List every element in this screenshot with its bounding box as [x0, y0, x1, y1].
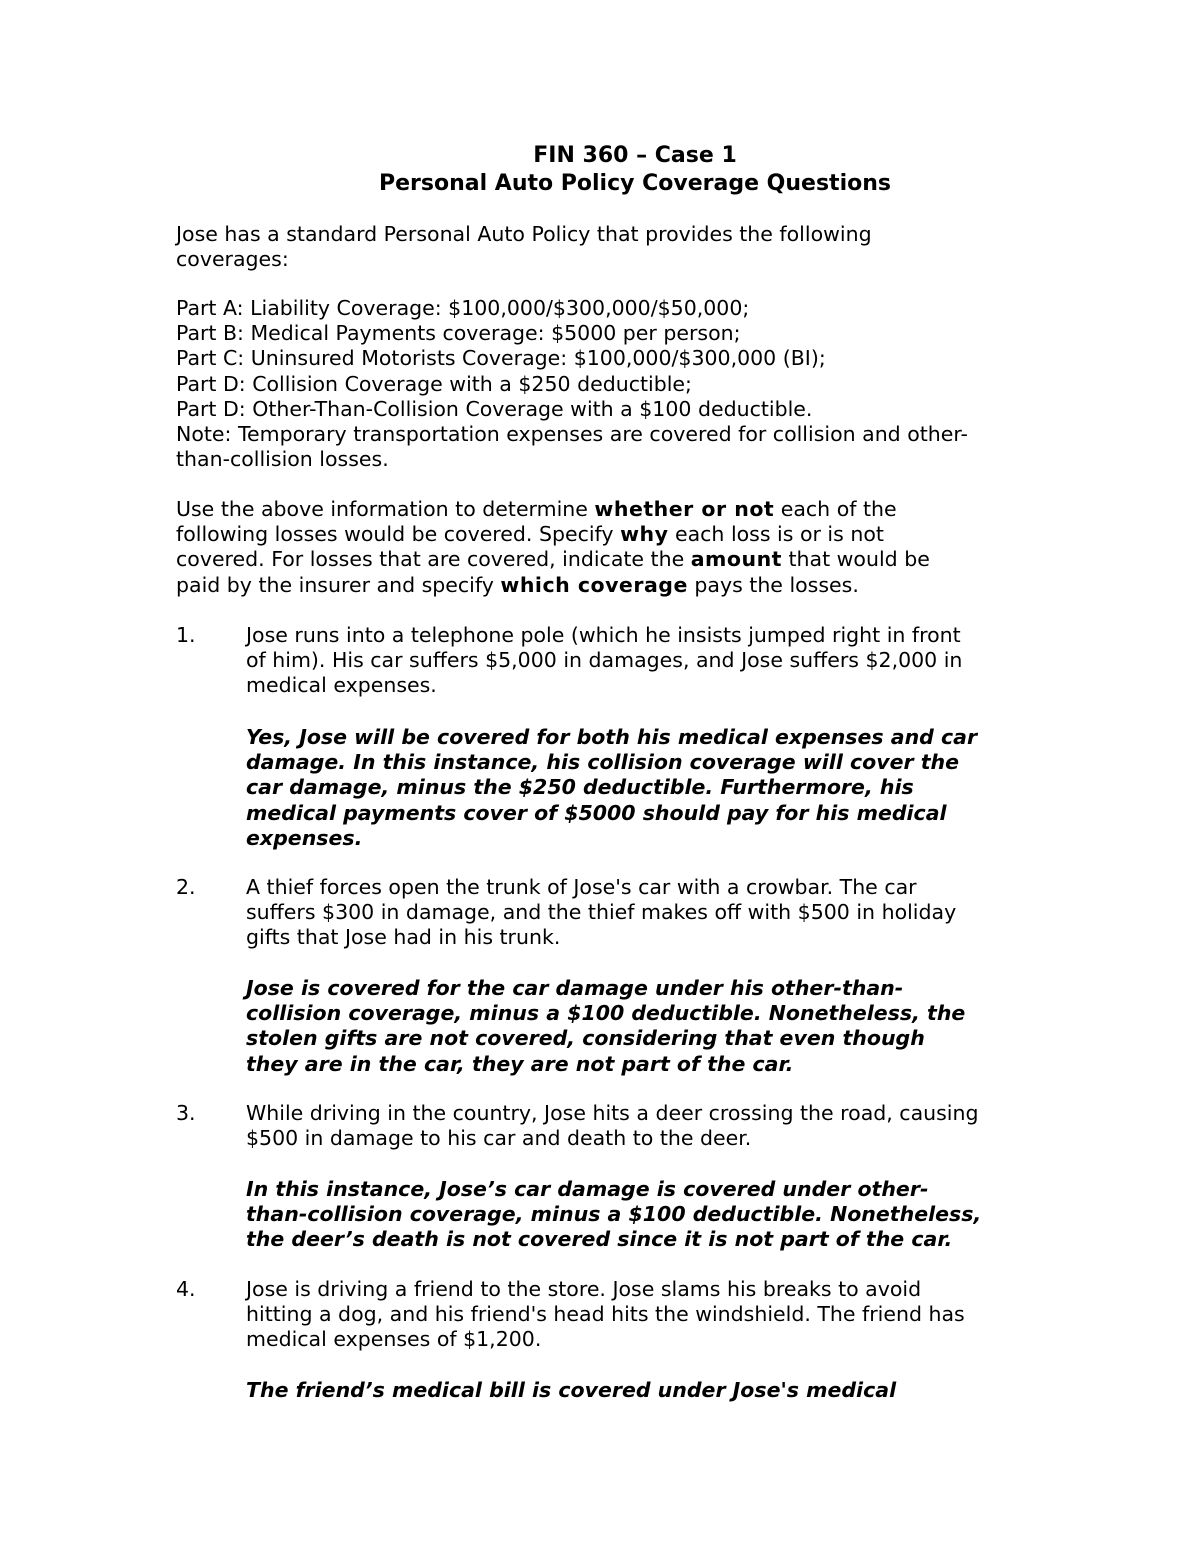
- question-4-answer: The friend’s medical bill is covered under Jose's medical: [246, 1378, 897, 1402]
- emphasis-why: why: [620, 522, 669, 547]
- emphasis-which-coverage: which coverage: [500, 572, 688, 597]
- question-2-text: A thief forces open the trunk of Jose's car with a crowbar. The car suffers $300 in damage, and the thief makes off with $500 in holiday gifts that Jose had in his trunk.: [246, 875, 957, 950]
- coverage-line: Part D: Other-Than-Collision Coverage with a $100 deductible.: [176, 396, 813, 421]
- question-4-text: Jose is driving a friend to the store. Jose slams his breaks to avoid hitting a dog, and his friend's head hits the windshield. The friend has medical expenses of $1,200.: [246, 1277, 965, 1352]
- question-2-answer: Jose is covered for the car damage under his other-than- collision coverage, minus a $100 deductible. Nonetheless, the stolen gifts are not covered, considering that even though they are in the car, they are not part of the car.: [246, 976, 966, 1076]
- question-number: 1.: [176, 623, 196, 647]
- instructions-line: Use the above information to determine whether or not each of the: [176, 497, 897, 521]
- instructions-line: covered. For losses that are covered, indicate the amount that would be: [176, 547, 930, 572]
- emphasis-amount: amount: [690, 547, 782, 572]
- question-number: 2.: [176, 875, 196, 899]
- coverage-line: Part B: Medical Payments coverage: $5000 per person;: [176, 321, 741, 346]
- coverage-line: Part A: Liability Coverage: $100,000/$300,000/$50,000;: [176, 296, 750, 320]
- question-1-answer: Yes, Jose will be covered for both his medical expenses and car damage. In this instance, his collision coverage will cover the car damage, minus the $250 deductible. Furthermore, his medical payments cover of $5000 should pay for his medical expenses.: [246, 725, 978, 850]
- question-3-answer: In this instance, Jose’s car damage is covered under other- than-collision coverage, minus a $100 deductible. Nonetheless, the deer’s death is not covered since it is not part of the car.: [246, 1177, 982, 1252]
- question-number: 4.: [176, 1277, 196, 1301]
- coverage-note-line: Note: Temporary transportation expenses are covered for collision and other-: [176, 422, 968, 447]
- intro-line: coverages:: [176, 247, 289, 272]
- instructions-line: following losses would be covered. Specify why each loss is or is not: [176, 522, 884, 547]
- instructions-line: paid by the insurer and specify which coverage pays the losses.: [176, 572, 859, 597]
- page-title: Personal Auto Policy Coverage Questions: [378, 171, 891, 196]
- question-3-text: While driving in the country, Jose hits a deer crossing the road, causing $500 in damage to his car and death to the deer.: [246, 1101, 979, 1151]
- coverage-note-line: than-collision losses.: [176, 447, 389, 472]
- coverage-line: Part D: Collision Coverage with a $250 deductible;: [176, 371, 692, 396]
- course-heading: FIN 360 – Case 1: [533, 143, 737, 168]
- intro-paragraph: [176, 222, 1036, 272]
- question-number: 3.: [176, 1101, 196, 1125]
- coverage-line: Part C: Uninsured Motorists Coverage: $100,000/$300,000 (BI);: [176, 346, 826, 371]
- coverage-list: [176, 296, 1036, 472]
- instructions-paragraph: [176, 497, 1036, 598]
- emphasis-whether-or-not: whether or not: [594, 497, 775, 521]
- question-1-text: Jose runs into a telephone pole (which he insists jumped right in front of him). His car suffers $5,000 in damages, and Jose suffers $2,000 in medical expenses.: [246, 623, 963, 698]
- intro-line: Jose has a standard Personal Auto Policy that provides the following: [176, 222, 872, 246]
